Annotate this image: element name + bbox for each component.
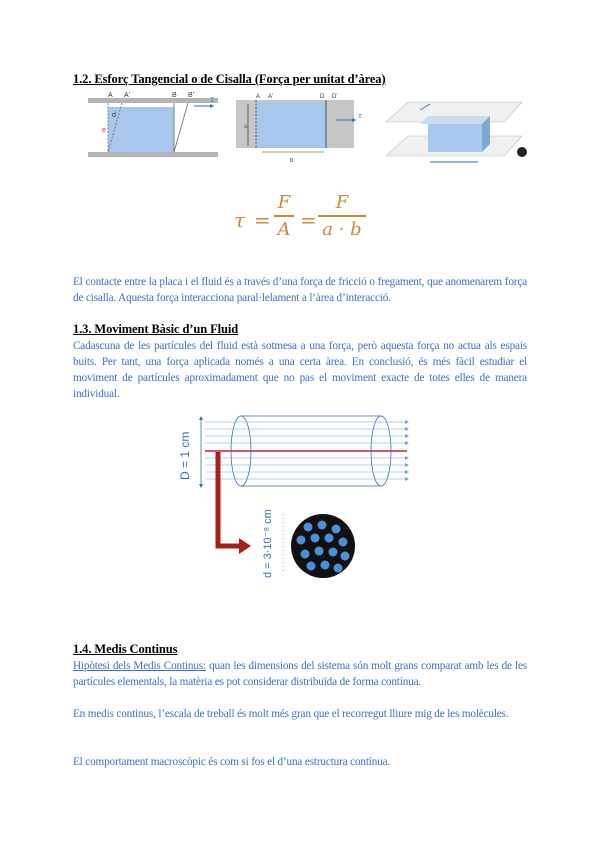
fluid-region bbox=[256, 102, 326, 148]
label-A-prime: A' bbox=[124, 92, 131, 99]
label-B: B bbox=[172, 92, 177, 99]
label-A-prime: A' bbox=[268, 94, 274, 100]
label-A: A bbox=[256, 94, 261, 100]
label-D-prime: D' bbox=[332, 94, 338, 100]
formula-equals-1: = bbox=[254, 208, 271, 232]
section-1-4-paragraph-2: En medis continus, l’escala de treball és molt més gran que el recorregut lliure mig de les molècules. bbox=[73, 708, 509, 720]
block-front bbox=[428, 124, 482, 152]
label-B-prime: B' bbox=[188, 92, 195, 99]
shear-block-figure bbox=[232, 92, 372, 164]
shear-stress-formula bbox=[232, 190, 372, 250]
section-1-4-paragraph-3: El comportament macroscòpic és com si fos el d’una estructura contínua. bbox=[73, 756, 391, 768]
label-tau: τ bbox=[358, 112, 362, 120]
label-A: A bbox=[108, 92, 113, 99]
label-a: a bbox=[244, 124, 248, 130]
label-D: D bbox=[320, 94, 325, 100]
section-title-1-3: 1.3. Moviment Bàsic d’un Fluid bbox=[73, 322, 239, 336]
zoom-arrow bbox=[218, 452, 241, 546]
section-title-1-2: 1.2. Esforç Tangencial o de Cisalla (Força per unitat d’àrea) bbox=[73, 72, 386, 86]
formula-numerator-2: F bbox=[335, 192, 349, 213]
fluid-cylinder-figure bbox=[175, 408, 425, 588]
formula-denominator-1: A bbox=[277, 218, 291, 240]
edge-dot bbox=[517, 147, 527, 157]
shear-plates-figure bbox=[84, 92, 224, 162]
label-b: b bbox=[290, 158, 294, 164]
block-3d-figure bbox=[382, 96, 530, 168]
fluid-block bbox=[108, 107, 174, 152]
bottom-plate bbox=[88, 152, 218, 157]
label-e: e bbox=[102, 127, 106, 134]
big-diameter-label: D = 1 cm bbox=[178, 431, 192, 480]
formula-equals-2: = bbox=[300, 208, 317, 232]
section-1-4-hypothesis bbox=[73, 658, 527, 690]
label-d: d bbox=[112, 112, 116, 119]
hypothesis-label: Hipòtesi dels Medis Continus: bbox=[73, 660, 206, 672]
block-top bbox=[420, 116, 490, 124]
formula-tau: τ bbox=[234, 208, 246, 232]
formula-fraction-2 bbox=[318, 192, 366, 241]
small-diameter-label: d = 3·10⁻⁸ cm bbox=[262, 509, 274, 578]
formula-numerator-1: F bbox=[277, 192, 291, 213]
label-tau: τ bbox=[210, 95, 215, 104]
section-1-2-paragraph: El contacte entre la placa i el fluid és a través d’una força de fricció o fregament, que anomenarem força de cisalla. Aquesta força interacciona paral·lelament a l’àrea d’interacció. bbox=[73, 276, 527, 304]
formula-fraction-1 bbox=[274, 192, 294, 241]
formula-denominator-2: a · b bbox=[322, 218, 362, 240]
hypothesis-text: quan les dimensions del sistema són molt grans comparat amb les de les partícules elementals, la matèria es pot considerar distribuïda de forma contínua. bbox=[73, 660, 527, 688]
section-title-1-4: 1.4. Medis Continus bbox=[73, 642, 178, 656]
section-1-3-paragraph: Cadascuna de les partícules del fluid està sotmesa a una força, però aquesta força no actua als espais buits. Per tant, una força aplicada només a una certa àrea. En conclusió, és més fàcil estudiar el moviment de partícules aproximadament que no pas el moviment exacte de totes elles de manera individual. bbox=[73, 340, 527, 400]
